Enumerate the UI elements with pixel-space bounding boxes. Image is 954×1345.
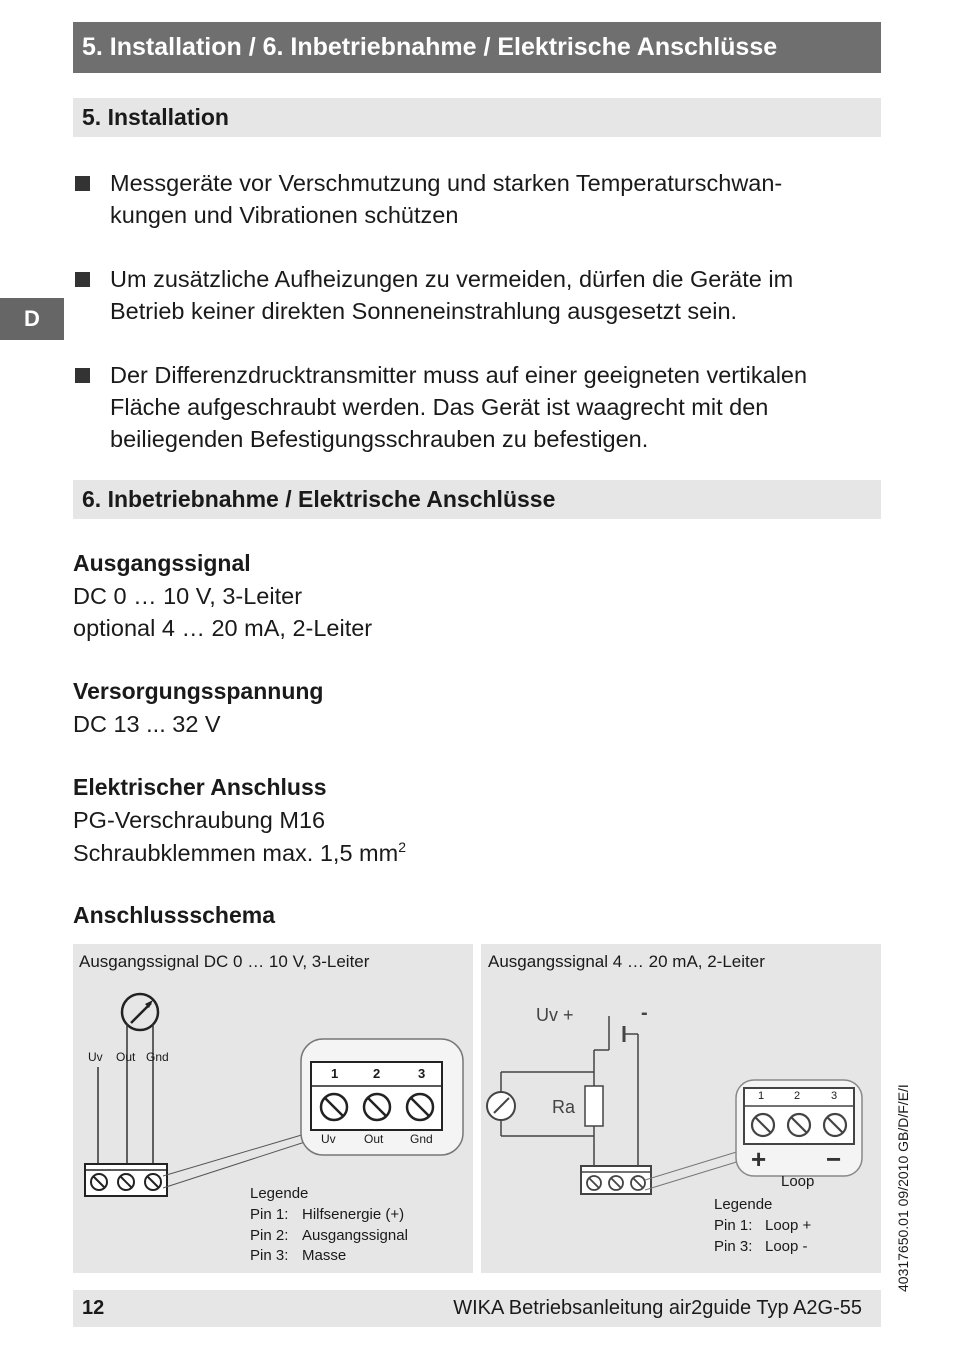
wiring-diagram-3-wire xyxy=(73,944,473,1273)
terminal-number: 1 xyxy=(758,1090,765,1102)
legend-title: Legende xyxy=(250,1185,309,1202)
page-number: 12 xyxy=(82,1297,105,1319)
legend-desc: Hilfsenergie (+) xyxy=(302,1206,405,1223)
legend-desc: Masse xyxy=(302,1247,347,1264)
footer-title: WIKA Betriebsanleitung air2guide Typ A2G-55 xyxy=(453,1297,862,1319)
minus-sign: − xyxy=(826,1144,842,1174)
electrical-connection-heading: Elektrischer Anschluss xyxy=(73,774,327,800)
loop-label: Loop xyxy=(781,1173,815,1190)
square-bullet-icon xyxy=(75,368,90,383)
document-code: 40317650.01 09/2010 GB/D/F/E/I xyxy=(895,1084,911,1292)
electrical-connection-line: PG-Verschraubung M16 xyxy=(73,807,326,833)
legend-pin: Pin 3: xyxy=(250,1247,289,1264)
resistor-label: Ra xyxy=(552,1097,576,1117)
bullet-line: kungen und Vibrationen schützen xyxy=(110,202,459,228)
superscript: 2 xyxy=(398,839,406,855)
terminal-number: 2 xyxy=(794,1090,801,1102)
wiring-panel-3-wire xyxy=(73,944,473,1273)
wire-label: Uv xyxy=(88,1050,103,1064)
square-bullet-icon xyxy=(75,272,90,287)
terminal-number: 2 xyxy=(373,1066,381,1081)
wiring-panel-2-wire xyxy=(481,944,881,1273)
section-title-commissioning: 6. Inbetriebnahme / Elektrische Anschlüsse xyxy=(73,480,881,519)
bullet-line: Der Differenzdrucktransmitter muss auf einer geeigneten vertikalen xyxy=(110,362,808,388)
legend-pin: Pin 1: xyxy=(714,1217,753,1234)
legend-desc: Loop - xyxy=(765,1238,808,1255)
square-bullet-icon xyxy=(75,176,90,191)
page-header: 5. Installation / 6. Inbetriebnahme / Elektrische Anschlüsse xyxy=(73,22,881,73)
wire-label: Gnd xyxy=(146,1050,169,1064)
legend-title: Legende xyxy=(714,1196,773,1213)
wiring-diagram-2-wire xyxy=(481,944,881,1273)
terminal-number: 1 xyxy=(331,1066,339,1081)
terminal-label: Uv xyxy=(321,1132,336,1146)
bullet-item xyxy=(73,359,881,455)
bullet-line: Messgeräte vor Verschmutzung und starken Temperaturschwan- xyxy=(110,170,783,196)
legend-pin: Pin 2: xyxy=(250,1227,289,1244)
language-tab: D xyxy=(0,298,64,340)
output-signal-heading: Ausgangssignal xyxy=(73,550,251,576)
plus-sign: + xyxy=(751,1144,767,1174)
terminal-number: 3 xyxy=(418,1066,426,1081)
panel-title: Ausgangssignal 4 … 20 mA, 2-Leiter xyxy=(488,952,765,971)
page-footer xyxy=(73,1290,881,1327)
supply-voltage-line: DC 13 ... 32 V xyxy=(73,711,221,737)
wiring-diagram-heading: Anschlussschema xyxy=(73,902,275,928)
output-signal-line: optional 4 … 20 mA, 2-Leiter xyxy=(73,615,373,641)
section-title-installation: 5. Installation xyxy=(73,98,881,137)
supply-minus-label: - xyxy=(641,1002,648,1024)
bullet-item xyxy=(73,167,881,231)
bullet-line: beiliegenden Befestigungsschrauben zu befestigen. xyxy=(110,426,649,452)
wire-label: Out xyxy=(116,1050,136,1064)
terminal-number: 3 xyxy=(831,1090,838,1102)
supply-voltage-heading: Versorgungsspannung xyxy=(73,678,324,704)
legend-desc: Ausgangssignal xyxy=(302,1227,408,1244)
legend-pin: Pin 3: xyxy=(714,1238,753,1255)
terminal-label: Out xyxy=(364,1132,384,1146)
legend-pin: Pin 1: xyxy=(250,1206,289,1223)
legend-desc: Loop + xyxy=(765,1217,812,1234)
bullet-item xyxy=(73,263,881,327)
electrical-connection-line: Schraubklemmen max. 1,5 $mm^2$ xyxy=(73,839,406,866)
terminal-label: Gnd xyxy=(410,1132,433,1146)
bullet-line: Fläche aufgeschraubt werden. Das Gerät ist waagrecht mit den xyxy=(110,394,769,420)
panel-title: Ausgangssignal DC 0 … 10 V, 3-Leiter xyxy=(79,952,370,971)
supply-label: Uv + xyxy=(536,1005,574,1025)
bullet-line: Um zusätzliche Aufheizungen zu vermeiden, dürfen die Geräte im xyxy=(110,266,794,292)
output-signal-line: DC 0 … 10 V, 3-Leiter xyxy=(73,583,303,609)
bullet-line: Betrieb keiner direkten Sonneneinstrahlung ausgesetzt sein. xyxy=(110,298,738,324)
